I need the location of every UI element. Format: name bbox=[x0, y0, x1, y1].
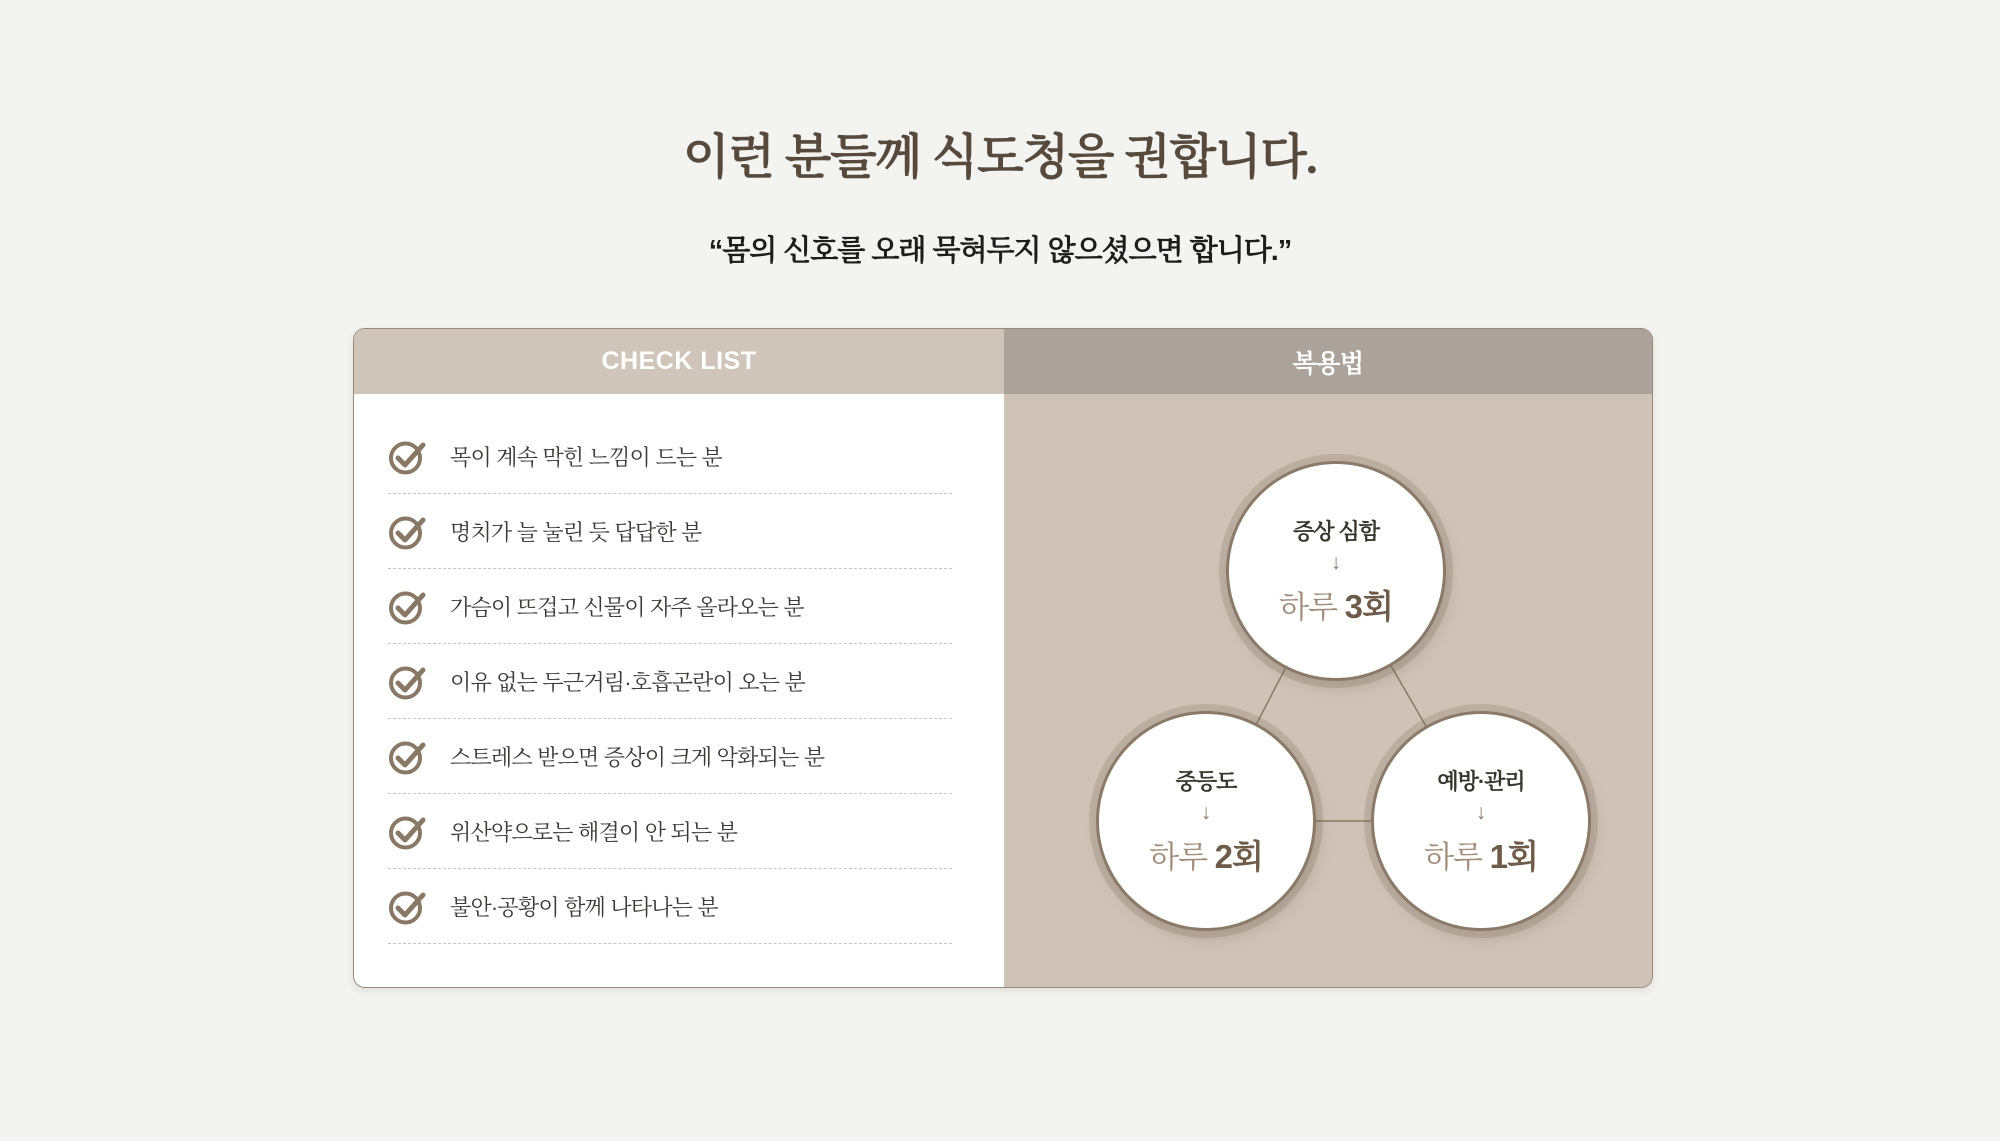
dose-amount bbox=[1279, 581, 1393, 628]
dose-circle-severe bbox=[1226, 461, 1446, 681]
checklist-item-label: 불안·공황이 함께 나타나는 분 bbox=[450, 894, 718, 920]
dose-amount bbox=[1149, 831, 1263, 878]
dose-value: 3회 bbox=[1344, 587, 1393, 625]
checklist-item-label: 목이 계속 막힌 느낌이 드는 분 bbox=[450, 444, 722, 470]
dose-condition-label: 증상 심함 bbox=[1292, 518, 1380, 544]
dose-condition-label: 예방·관리 bbox=[1437, 768, 1525, 794]
dose-prefix: 하루 bbox=[1279, 589, 1345, 625]
dose-circle-prevention bbox=[1371, 711, 1591, 931]
checklist-item-label: 스트레스 받으면 증상이 크게 악화되는 분 bbox=[450, 744, 825, 770]
checklist-item bbox=[388, 569, 952, 644]
dose-condition-label: 중등도 bbox=[1175, 768, 1237, 794]
checklist-item bbox=[388, 794, 952, 869]
dosage-diagram bbox=[1004, 394, 1652, 987]
page-subtitle: “몸의 신호를 오래 묵혀두지 않으셨으면 합니다.” bbox=[708, 235, 1292, 267]
dose-value: 1회 bbox=[1489, 837, 1538, 875]
dose-prefix: 하루 bbox=[1424, 839, 1490, 875]
circle-check-icon bbox=[388, 661, 428, 701]
down-arrow-icon: ↓ bbox=[1330, 550, 1342, 574]
checklist-panel bbox=[354, 329, 1004, 987]
circle-check-icon bbox=[388, 811, 428, 851]
circle-check-icon bbox=[388, 436, 428, 476]
checklist-item-label: 가슴이 뜨겁고 신물이 자주 올라오는 분 bbox=[450, 594, 804, 620]
circle-check-icon bbox=[388, 511, 428, 551]
checklist-item-label: 이유 없는 두근거림·호흡곤란이 오는 분 bbox=[450, 669, 806, 695]
dose-amount bbox=[1424, 831, 1538, 878]
checklist-item bbox=[388, 869, 952, 944]
dose-value: 2회 bbox=[1214, 837, 1263, 875]
checklist-body bbox=[354, 394, 1004, 944]
checklist-item-label: 위산약으로는 해결이 안 되는 분 bbox=[450, 819, 738, 845]
dose-circle-moderate bbox=[1096, 711, 1316, 931]
recommendation-card bbox=[353, 328, 1653, 988]
down-arrow-icon: ↓ bbox=[1475, 800, 1487, 824]
checklist-item-label: 명치가 늘 눌린 듯 답답한 분 bbox=[450, 519, 702, 545]
checklist-item bbox=[388, 494, 952, 569]
dose-prefix: 하루 bbox=[1149, 839, 1215, 875]
checklist-item bbox=[388, 419, 952, 494]
circle-check-icon bbox=[388, 736, 428, 776]
dosage-header: 복용법 bbox=[1004, 329, 1652, 394]
circle-check-icon bbox=[388, 586, 428, 626]
checklist-item bbox=[388, 644, 952, 719]
circle-check-icon bbox=[388, 886, 428, 926]
checklist-item bbox=[388, 719, 952, 794]
down-arrow-icon: ↓ bbox=[1200, 800, 1212, 824]
checklist-header: CHECK LIST bbox=[354, 329, 1004, 394]
page-title: 이런 분들께 식도청을 권합니다. bbox=[683, 131, 1317, 184]
dosage-panel bbox=[1004, 329, 1652, 987]
